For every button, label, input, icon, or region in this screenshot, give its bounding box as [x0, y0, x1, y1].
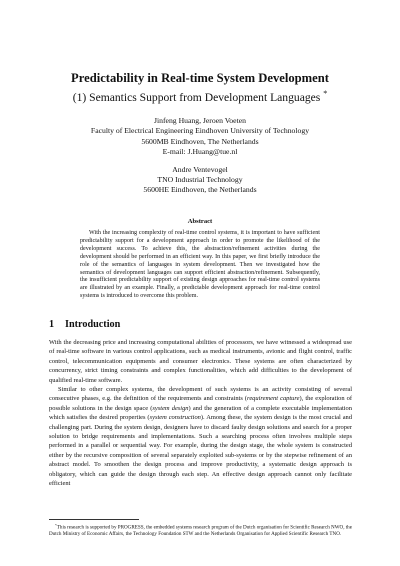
emphasis-system-construction: system construction — [149, 414, 201, 422]
footnote — [49, 522, 352, 538]
author-address-1: 5600MB Eindhoven, The Netherlands — [141, 136, 259, 146]
author-address-2: 5600HE Eindhoven, the Netherlands — [143, 185, 257, 195]
author-spacer — [0, 158, 400, 165]
paper-subtitle — [0, 87, 400, 105]
paragraph-2-part-d: ). Among these, the system design is the most crucial and challenging part. During the system design, designers have to discard faulty design solutions and search for a proper solution to bridge requirements and implementations. Such a searching process often involves multiple steps performed in a parallel or sequential way. For example, during the design stage, the whole system is constructed either by the recursive composition of several separately exploited sub-systems or by the stepwise refinement of an abstract model. To smoothen the design process and improve productivity, a systematic design approach is obligatory, which can guide the design through each step. An effective design approach cannot only facilitate efficient — [49, 414, 352, 488]
paragraph-1: With the decreasing price and increasing computational abilities of processors, we have witnessed a widespread use of real-time software in various control applications, such as medical instruments, avionic and flight control, traffic control, telecommunication equipments and consumer electronics. These systems are often characterized by concurrency, strict timing constraints and complex functionalities, which add difficulties to the development of qualified real-time software. — [49, 339, 352, 384]
author-affiliation-2: TNO Industrial Technology — [157, 175, 243, 185]
author-names-2: Andre Ventevogel — [172, 164, 228, 174]
section-number: 1 — [49, 319, 55, 330]
paragraph-2-part-c: ) and the generation of a complete executable implementation which satisfies the desired properties ( — [49, 404, 352, 422]
paragraph-2-part-a: Similar to other complex systems, the development of such systems is an activity consisting of several consecutive phases, e.g. the definition of the requirements and constraints ( — [49, 386, 352, 403]
emphasis-requirement-capture: requirement capture — [247, 395, 300, 403]
author-email[interactable]: E-mail: J.Huang@tue.nl — [162, 147, 238, 157]
footnote-mark: * — [55, 523, 57, 527]
paper-title: Predictability in Real-time System Development — [71, 71, 329, 85]
body-text — [49, 338, 352, 489]
emphasis-system-design: system design — [152, 404, 189, 412]
paragraph-2-part-b: ), the exploration of possible solutions in the design space ( — [49, 395, 352, 412]
footnote-divider — [49, 519, 139, 520]
subtitle-footnote-mark: * — [323, 89, 328, 98]
abstract-text: With the increasing complexity of real-time control systems, it is important to have sufficient predictability support for a development approach in order to promote the likelihood of the development success. To achieve this, the abstraction/refinement activities during the development should be performed in an efficient way. In this paper, we first briefly introduce the role of the semantics of languages in system development. Then we investigated how the semantics of development languages can support efficient abstraction/refinement. Subsequently, the insufficient predictability support of existing design approaches for real-time control systems are illustrated by an example. Finally, a predictable development approach for real-time control systems is introduced to overcome this problem. — [80, 230, 320, 300]
section-title: Introduction — [65, 319, 121, 330]
author-affiliation-1: Faculty of Electrical Engineering Eindhoven University of Technology — [90, 126, 310, 136]
footnote-text: This research is supported by PROGRESS, the embedded systems research program of the Dutch organisation for Scientific Research NWO, the Dutch Ministry of Economic Affairs, the Technology Foundation STW and the Netherlands Organisation for Applied Scientific Research TNO. — [49, 524, 352, 538]
abstract-heading: Abstract — [187, 218, 213, 225]
author-block — [0, 116, 400, 196]
section-heading — [49, 318, 359, 331]
subtitle-text: (1) Semantics Support from Development Languages — [72, 90, 321, 104]
paragraph-2 — [49, 385, 352, 488]
author-names-1: Jinfeng Huang, Jeroen Voeten — [154, 116, 246, 125]
